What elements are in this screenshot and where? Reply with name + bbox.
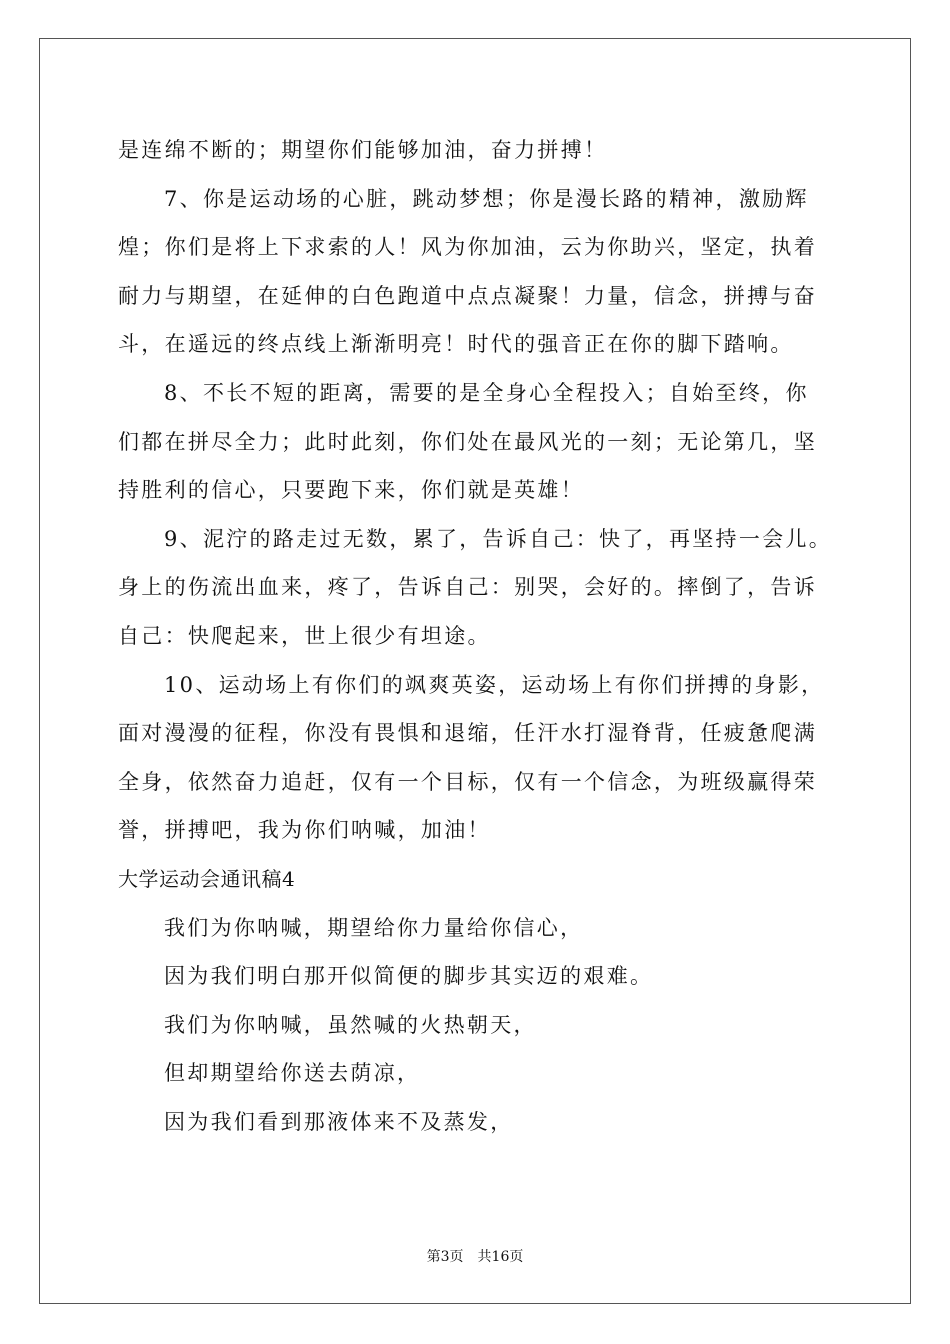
- section-heading: 大学运动会通讯稿4: [118, 866, 296, 891]
- text-line: 斗，在遥远的终点线上渐渐明亮！时代的强音正在你的脚下踏响。: [118, 332, 794, 357]
- poem-line: 我们为你呐喊，期望给你力量给你信心，: [164, 915, 584, 940]
- poem-line: 因为我们明白那开似简便的脚步其实迈的艰难。: [164, 964, 654, 989]
- text-line: 7、你是运动场的心脏，跳动梦想；你是漫长路的精神，激励辉: [164, 186, 809, 211]
- text-line: 们都在拼尽全力；此时此刻，你们处在最风光的一刻；无论第几，坚: [118, 429, 817, 454]
- text-line: 全身，依然奋力追赶，仅有一个目标，仅有一个信念，为班级赢得荣: [118, 769, 817, 794]
- page-footer: [0, 1246, 950, 1266]
- text-line: 耐力与期望，在延伸的白色跑道中点点凝聚！力量，信念，拼搏与奋: [118, 283, 817, 308]
- text-line: 9、泥泞的路走过无数，累了，告诉自己：快了，再坚持一会儿。: [164, 526, 833, 551]
- page-total: 共16页: [477, 1249, 524, 1265]
- document-body: [118, 126, 838, 1146]
- text-line: 10、运动场上有你们的飒爽英姿，运动场上有你们拼搏的身影，: [164, 672, 825, 697]
- page-number: 第3页: [426, 1249, 464, 1265]
- text-line: 8、不长不短的距离，需要的是全身心全程投入；自始至终，你: [164, 380, 809, 405]
- poem-line: 我们为你呐喊，虽然喊的火热朝天，: [164, 1012, 537, 1037]
- text-line: 面对漫漫的征程，你没有畏惧和退缩，任汗水打湿脊背，任疲惫爬满: [118, 721, 817, 746]
- poem-line: 因为我们看到那液体来不及蒸发，: [164, 1109, 514, 1134]
- text-line: 是连绵不断的；期望你们能够加油，奋力拼搏！: [118, 138, 608, 162]
- text-line: 自己：快爬起来，世上很少有坦途。: [118, 623, 491, 648]
- text-line: 誉，拼搏吧，我为你们呐喊，加油！: [118, 818, 491, 843]
- poem-line: 但却期望给你送去荫凉，: [164, 1061, 421, 1086]
- text-line: 持胜利的信心，只要跑下来，你们就是英雄！: [118, 478, 584, 503]
- text-line: 身上的伤流出血来，疼了，告诉自己：别哭，会好的。摔倒了，告诉: [118, 575, 817, 600]
- text-line: 煌；你们是将上下求索的人！风为你加油，云为你助兴，坚定，执着: [118, 235, 817, 260]
